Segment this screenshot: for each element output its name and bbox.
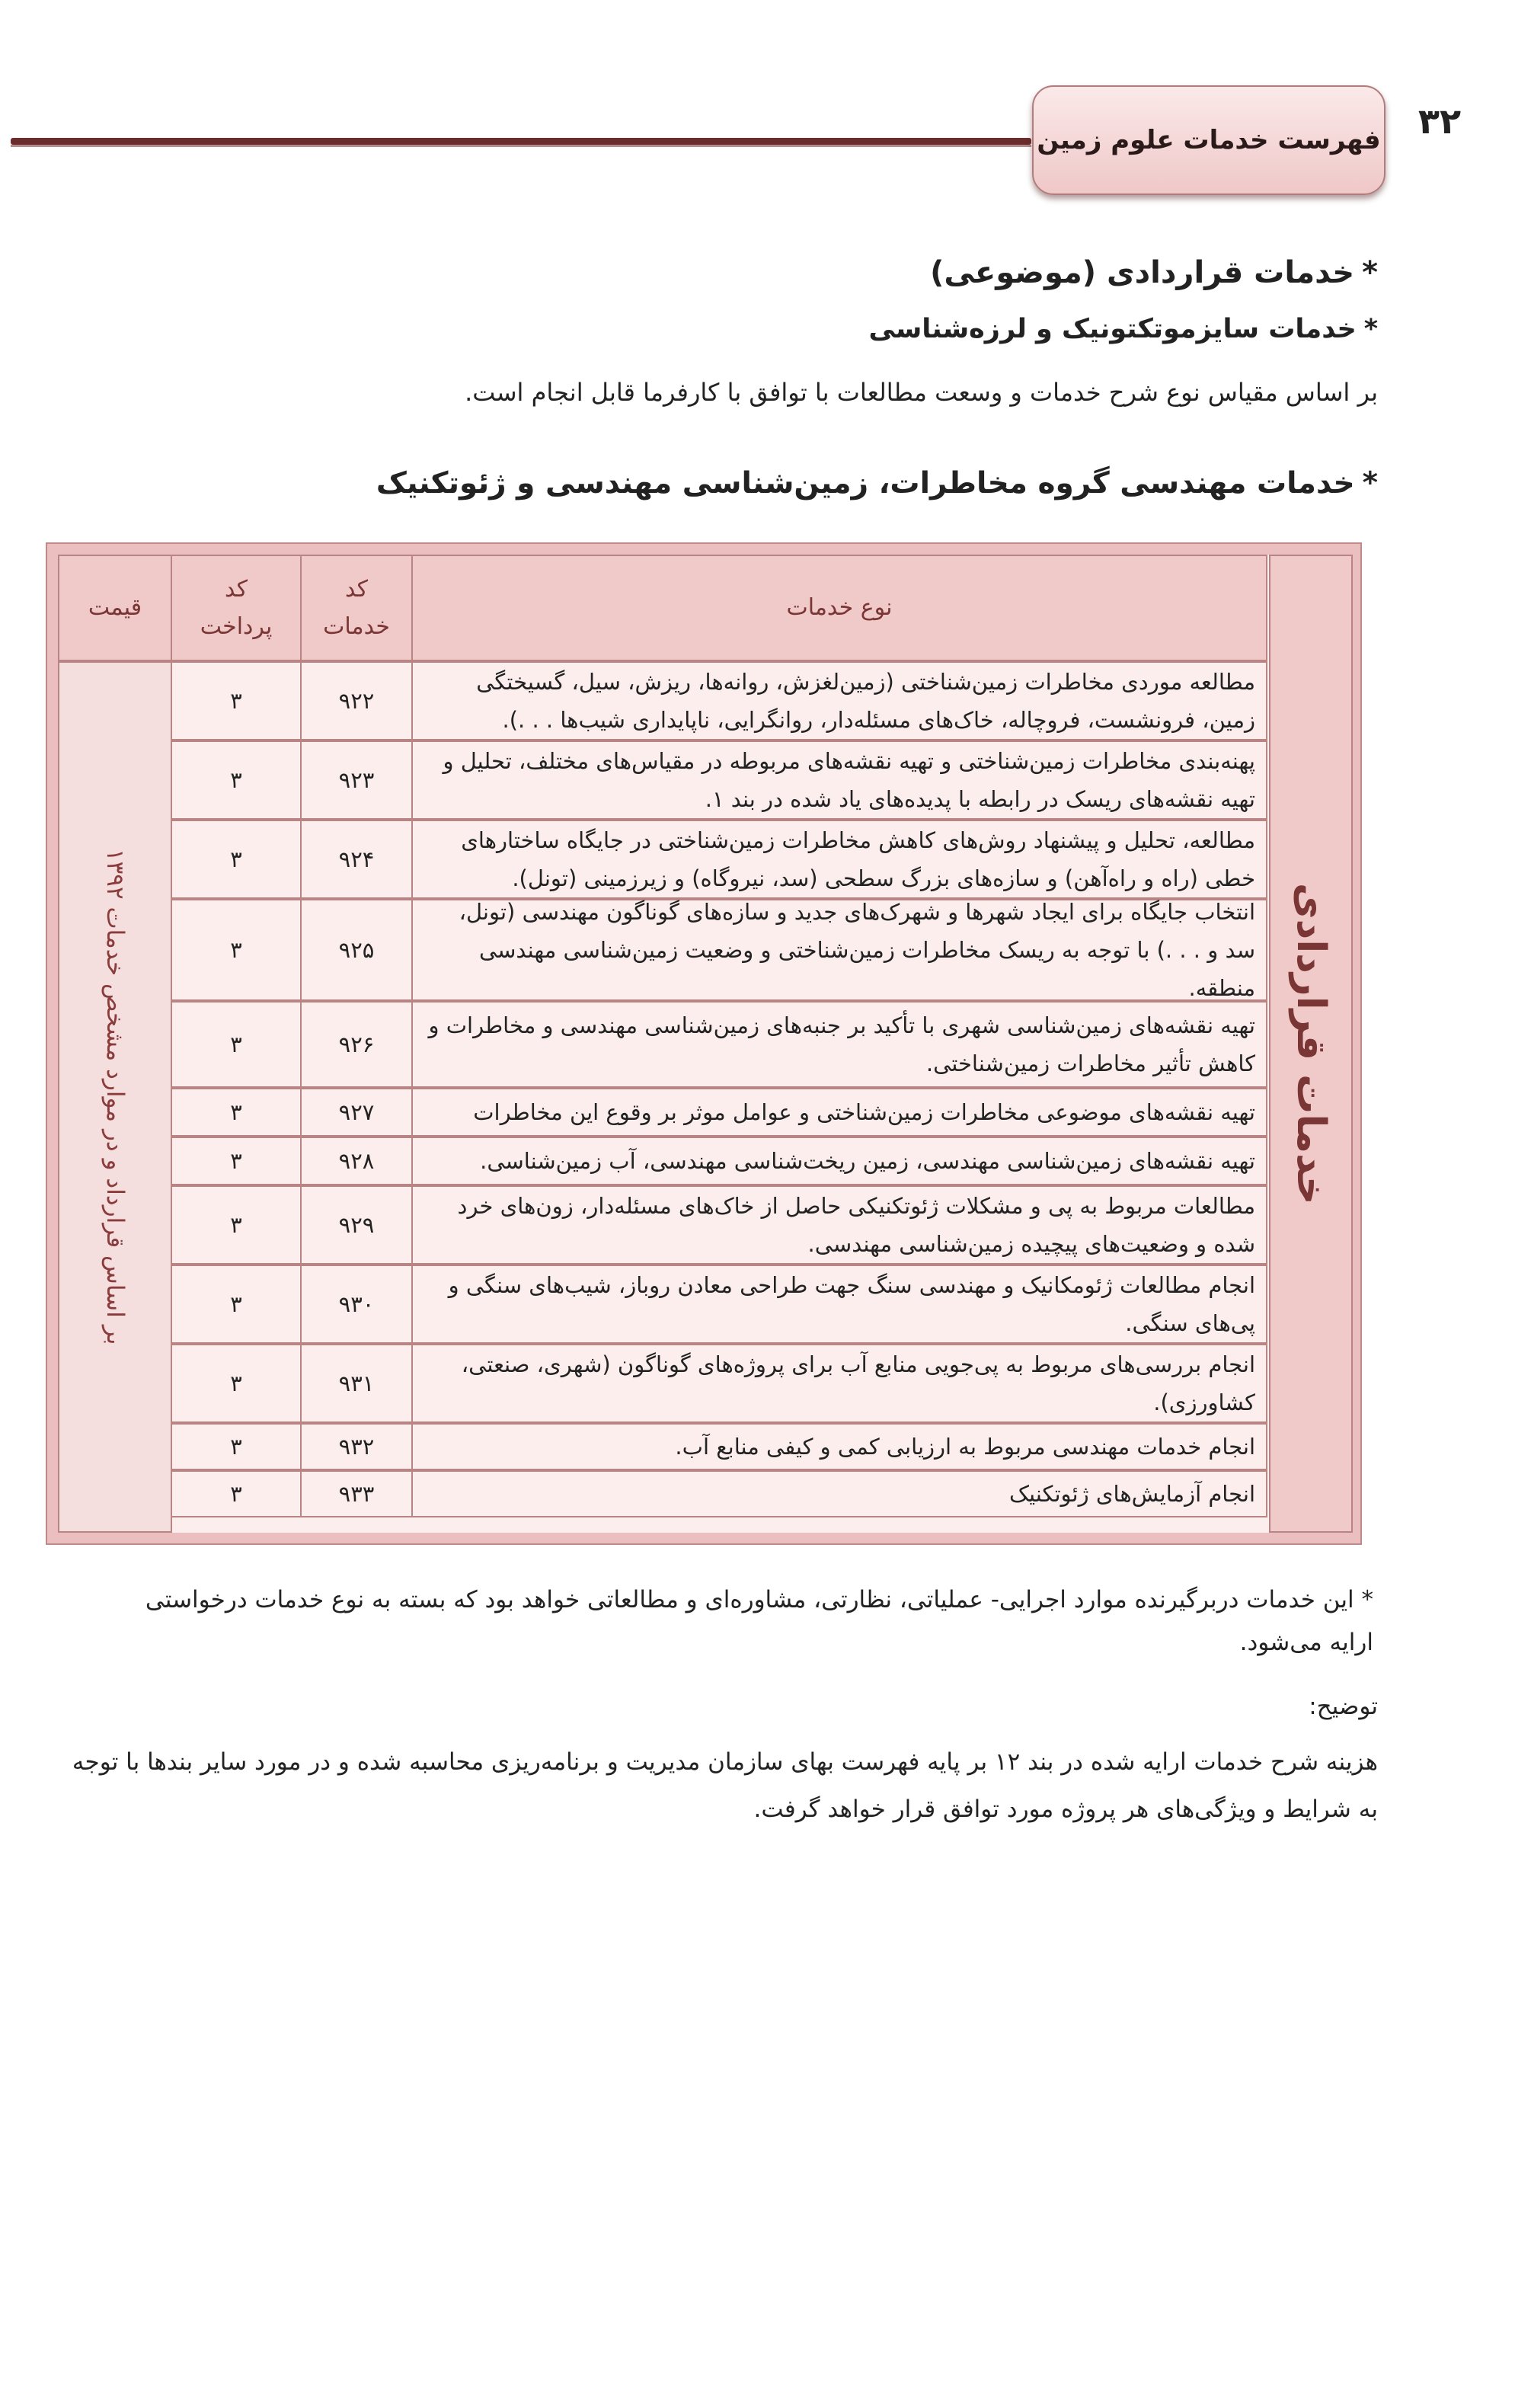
- payment-code: ۳: [171, 820, 302, 899]
- service-description: مطالعات مربوط به پی و مشکلات ژئوتکنیکی حاصل از خاک‌های مسئله‌دار، زون‌های خرد شده و وضعیت‌های پیچیده زمین‌شناسی مهندسی.: [411, 1185, 1267, 1265]
- service-code: ۹۳۲: [300, 1423, 413, 1470]
- payment-code: ۳: [171, 899, 302, 1001]
- bullet-star: *: [1362, 255, 1378, 290]
- heading2-text: خدمات سایزموتکتونیک و لرزه‌شناسی: [868, 314, 1357, 344]
- service-description: مطالعه موردی مخاطرات زمین‌شناختی (زمین‌لغزش، روانه‌ها، ریزش، سیل، گسیختگی زمین، فرونشست، فروچاله، خاک‌های مسئله‌دار، روانگرایی، ناپایداری شیب‌ها . . .).: [411, 661, 1267, 740]
- service-description: انتخاب جایگاه برای ایجاد شهرها و شهرک‌های جدید و سازه‌های گوناگون مهندسی (تونل، سد و . . .) با توجه به ریسک مخاطرات زمین‌شناختی و وضعیت زمین‌شناسی مهندسی منطقه.: [411, 899, 1267, 1001]
- service-description: انجام آزمایش‌های ژئوتکنیک: [411, 1470, 1267, 1517]
- header-service-type: نوع خدمات: [411, 555, 1267, 661]
- explanation-title: توضیح:: [1309, 1693, 1378, 1720]
- service-description: مطالعه، تحلیل و پیشنهاد روش‌های کاهش مخاطرات زمین‌شناختی در جایگاه ساختارهای خطی (راه و راه‌آهن) و سازه‌های بزرگ سطحی (سد، نیروگاه) و زیرزمینی (تونل).: [411, 820, 1267, 899]
- service-code: ۹۲۲: [300, 661, 413, 740]
- footnote-services: * این خدمات دربرگیرنده موارد اجرایی- عملیاتی، نظارتی، مشاوره‌ای و مطالعاتی خواهد بود که بسته به نوع خدمات درخواستی ارایه می‌شود.: [145, 1586, 1373, 1656]
- section-heading-contract-services: [930, 255, 1378, 290]
- header-price: قیمت: [58, 555, 172, 661]
- payment-code: ۳: [171, 1344, 302, 1423]
- payment-code: ۳: [171, 1137, 302, 1185]
- service-description: تهیه نقشه‌های زمین‌شناسی مهندسی، زمین ریخت‌شناسی مهندسی، آب زمین‌شناسی.: [411, 1137, 1267, 1185]
- service-code: ۹۲۹: [300, 1185, 413, 1265]
- side-label-text: خدمات قراردادی: [1288, 882, 1334, 1205]
- service-code: ۹۳۰: [300, 1265, 413, 1344]
- payment-code: ۳: [171, 1088, 302, 1137]
- service-description: پهنه‌بندی مخاطرات زمین‌شناختی و تهیه نقشه‌های مربوطه در مقیاس‌های مختلف، تحلیل و تهیه نقشه‌های ریسک در رابطه با پدیده‌های یاد شده در بند ۱.: [411, 740, 1267, 820]
- payment-code: ۳: [171, 1423, 302, 1470]
- payment-code: ۳: [171, 1265, 302, 1344]
- services-table-body: [58, 555, 1350, 1533]
- service-code: ۹۲۳: [300, 740, 413, 820]
- header-service-code: کد خدمات: [300, 555, 413, 661]
- service-description: تهیه نقشه‌های موضوعی مخاطرات زمین‌شناختی و عوامل موثر بر وقوع این مخاطرات: [411, 1088, 1267, 1137]
- payment-code: ۳: [171, 1001, 302, 1088]
- page-number: ۳۲: [1418, 101, 1462, 142]
- price-note-cell: [58, 661, 172, 1533]
- service-description: انجام خدمات مهندسی مربوط به ارزیابی کمی و کیفی منابع آب.: [411, 1423, 1267, 1470]
- service-code: ۹۲۸: [300, 1137, 413, 1185]
- payment-code: ۳: [171, 740, 302, 820]
- price-note-text: بر اساس قرارداد و در موارد مشخص خدمات ۱۳۹۲: [101, 849, 129, 1345]
- services-table: [46, 542, 1362, 1545]
- service-description: انجام مطالعات ژئومکانیک و مهندسی سنگ جهت طراحی معادن روباز، شیب‌های سنگی و پی‌های سنگی.: [411, 1265, 1267, 1344]
- service-code: ۹۲۵: [300, 899, 413, 1001]
- heading1-text: خدمات قراردادی (موضوعی): [930, 255, 1355, 290]
- header-rule: [11, 138, 1031, 145]
- service-code: ۹۲۷: [300, 1088, 413, 1137]
- service-code: ۹۲۶: [300, 1001, 413, 1088]
- service-description: تهیه نقشه‌های زمین‌شناسی شهری با تأکید بر جنبه‌های زمین‌شناسی مهندسی و مخاطرات و کاهش تأثیر مخاطرات زمین‌شناختی.: [411, 1001, 1267, 1088]
- bullet-star: *: [1363, 314, 1378, 344]
- service-code: ۹۲۴: [300, 820, 413, 899]
- section-heading-engineering-services: [376, 466, 1378, 500]
- section-paragraph: بر اساس مقیاس نوع شرح خدمات و وسعت مطالعات با توافق با کارفرما قابل انجام است.: [465, 378, 1378, 407]
- service-code: ۹۳۱: [300, 1344, 413, 1423]
- explanation-text: هزینه شرح خدمات ارایه شده در بند ۱۲ بر پایه فهرست بهای سازمان مدیریت و برنامه‌ریزی محاسبه شده و در مورد سایر بندها با توجه به شرایط و ویژگی‌های هر پروژه مورد توافق قرار خواهد گرفت.: [72, 1748, 1378, 1823]
- payment-code: ۳: [171, 661, 302, 740]
- section-heading-seismotectonic: [868, 314, 1378, 344]
- service-code: ۹۳۳: [300, 1470, 413, 1517]
- header-payment-code: کد پرداخت: [171, 555, 302, 661]
- service-description: انجام بررسی‌های مربوط به پی‌جویی منابع آب برای پروژه‌های گوناگون (شهری، صنعتی، کشاورزی).: [411, 1344, 1267, 1423]
- side-label-contract-services: [1269, 555, 1353, 1533]
- payment-code: ۳: [171, 1185, 302, 1265]
- bullet-star: *: [1362, 466, 1378, 500]
- payment-code: ۳: [171, 1470, 302, 1517]
- heading3-text: خدمات مهندسی گروه مخاطرات، زمین‌شناسی مهندسی و ژئوتکنیک: [376, 466, 1355, 500]
- header-title-tab: [1032, 85, 1386, 195]
- header-title: فهرست خدمات علوم زمین: [1037, 125, 1381, 155]
